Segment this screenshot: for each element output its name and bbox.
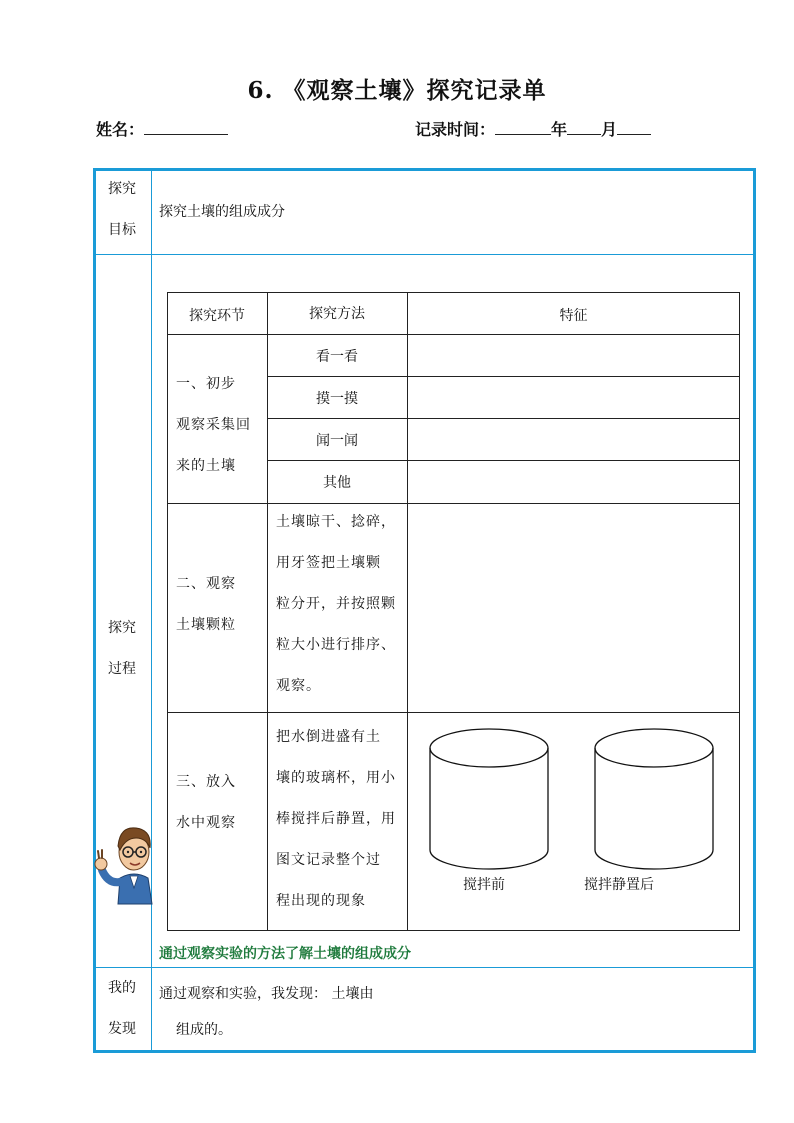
- name-blank[interactable]: [144, 118, 228, 135]
- row-divider-goal: [93, 254, 756, 255]
- table-row-divider: [167, 712, 740, 713]
- findings-label-1: 我的: [108, 980, 136, 996]
- section1-line: 观察采集回: [176, 417, 251, 433]
- section3-method-line: 棒搅拌后静置，用: [276, 811, 396, 827]
- findings-line-2: 组成的。: [176, 1022, 232, 1038]
- section3-line: 水中观察: [176, 815, 236, 831]
- row-divider-process: [93, 967, 756, 968]
- record-time-field: [415, 117, 651, 140]
- method-touch: 摸一摸: [316, 391, 358, 407]
- teacher-illustration: [90, 818, 164, 904]
- day-blank[interactable]: [617, 118, 651, 135]
- section2-line: 土壤颗粒: [176, 617, 236, 633]
- section2-method-line: 粒大小进行排序、: [276, 637, 396, 653]
- time-label: 记录时间：: [415, 120, 496, 139]
- section3-method-line: 图文记录整个过: [276, 852, 381, 868]
- process-label-1: 探究: [108, 620, 136, 636]
- section2-line: 二、观察: [176, 576, 236, 592]
- section3-method-line: 把水倒进盛有土: [276, 729, 381, 745]
- section1-stage: [176, 364, 251, 487]
- section2-method-line: 用牙签把土壤颗: [276, 555, 381, 571]
- method-look: 看一看: [316, 349, 358, 365]
- section2-stage: [176, 564, 236, 646]
- cup-after-label: 搅拌静置后: [584, 877, 654, 893]
- table-col-divider-2: [407, 292, 408, 931]
- table-row-divider: [167, 503, 740, 504]
- goal-text: 探究土壤的组成成分: [159, 204, 285, 220]
- section1-line: 一、初步: [176, 376, 236, 392]
- table-row-divider: [267, 376, 740, 377]
- section1-line: 来的土壤: [176, 458, 236, 474]
- name-label: 姓名：: [96, 120, 145, 139]
- section3-method: [276, 717, 396, 922]
- header-feature: 特征: [559, 308, 588, 324]
- page-title: 6. 《观察土壤》探究记录单: [247, 77, 547, 104]
- label-column-divider: [151, 170, 152, 1052]
- table-row-divider: [267, 418, 740, 419]
- month-label: 月: [601, 120, 618, 139]
- section2-method-line: 土壤晾干、捻碎，: [276, 514, 396, 530]
- section2-method-line: 粒分开，并按照颗: [276, 596, 396, 612]
- goal-label-2: 目标: [108, 222, 136, 238]
- section3-method-line: 壤的玻璃杯，用小: [276, 770, 396, 786]
- cup-before-label: 搅拌前: [463, 877, 505, 893]
- table-row-divider: [167, 334, 740, 335]
- findings-label-2: 发现: [108, 1021, 136, 1037]
- year-label: 年: [551, 120, 568, 139]
- year-blank[interactable]: [495, 118, 551, 135]
- section3-stage: [176, 762, 236, 844]
- header-stage: 探究环节: [189, 308, 245, 324]
- process-summary: 通过观察实验的方法了解土壤的组成成分: [159, 946, 411, 962]
- section3-line: 三、放入: [176, 774, 236, 790]
- section2-method-line: 观察。: [276, 678, 321, 694]
- method-other: 其他: [323, 475, 351, 491]
- name-field: [96, 117, 228, 140]
- findings-line-1: 通过观察和实验，我发现： 土壤由: [159, 986, 374, 1002]
- header-method: 探究方法: [309, 306, 365, 322]
- goal-label-1: 探究: [108, 181, 136, 197]
- section2-method: [276, 502, 396, 707]
- month-blank[interactable]: [567, 118, 601, 135]
- method-smell: 闻一闻: [316, 433, 358, 449]
- cup-after-drawing: [593, 728, 715, 870]
- table-row-divider: [267, 460, 740, 461]
- cup-before-drawing: [428, 728, 550, 870]
- section3-method-line: 程出现的现象: [276, 893, 366, 909]
- process-label-2: 过程: [108, 661, 136, 677]
